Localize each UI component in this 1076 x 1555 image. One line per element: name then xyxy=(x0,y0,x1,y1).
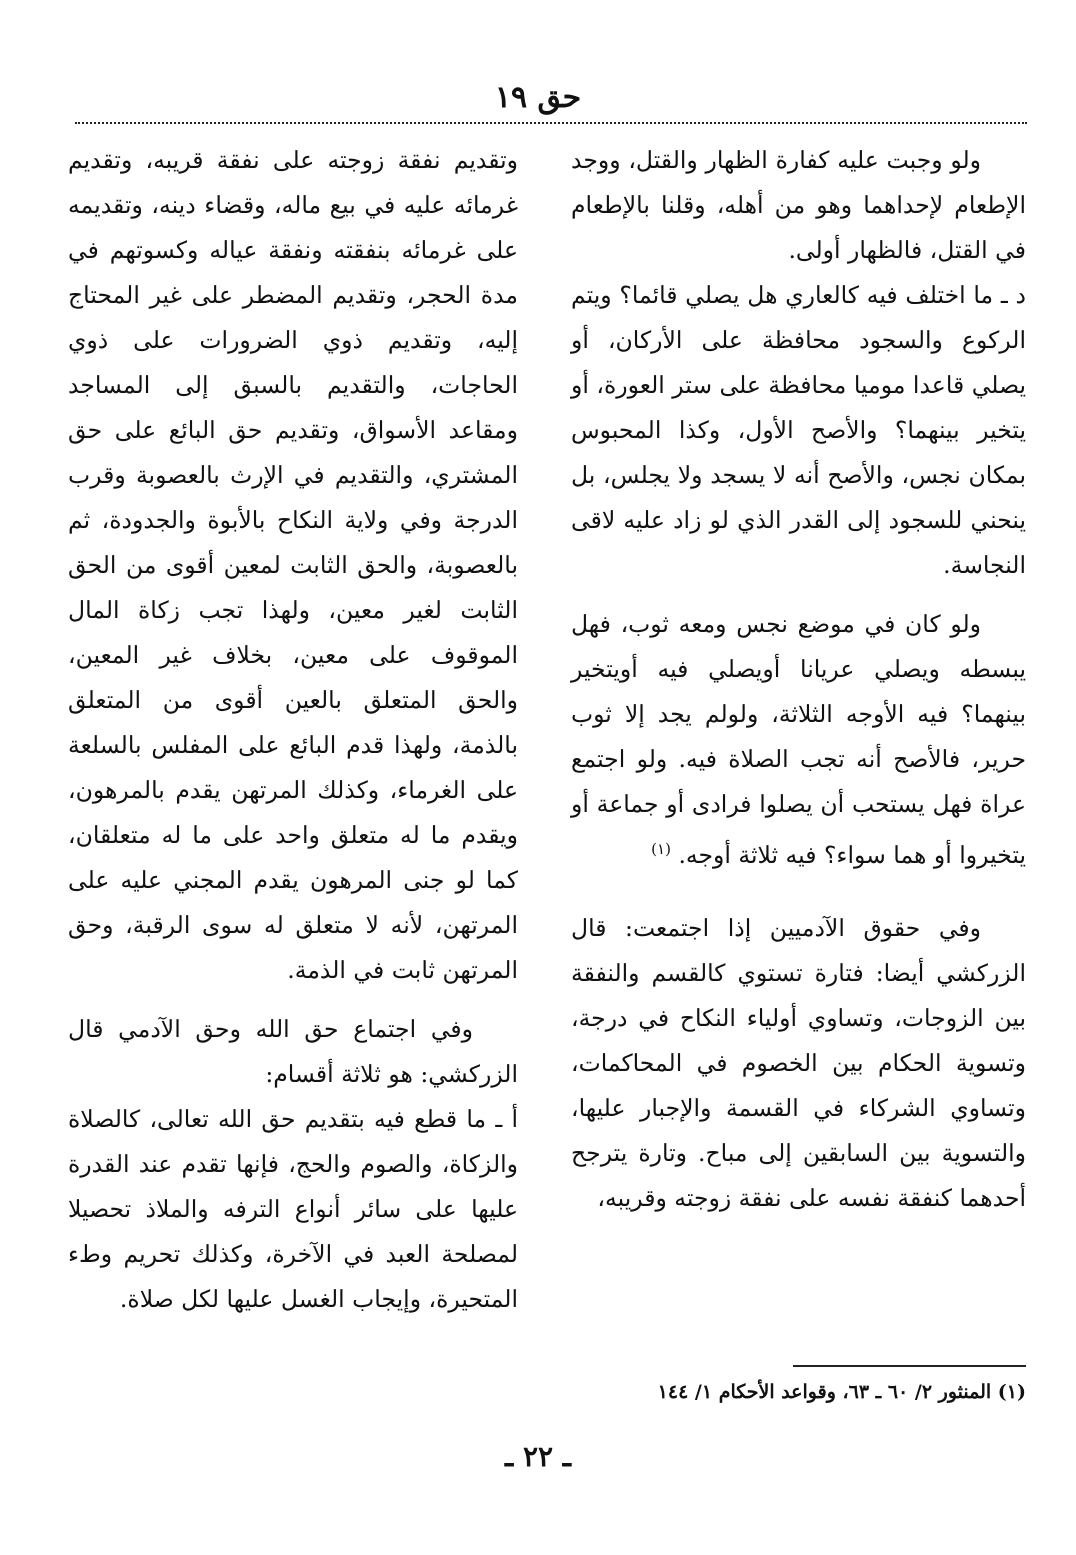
left-text-column xyxy=(68,138,518,1322)
footnote: (١) المنثور ٢/ ٦٠ ـ ٦٣، وقواعد الأحكام ١/ ١٤٤ xyxy=(657,1381,1026,1403)
header-dotted-divider xyxy=(75,122,1027,124)
right-text-column xyxy=(571,138,1026,1221)
page-number: ـ ٢٢ ـ xyxy=(505,1440,571,1473)
paragraph: وفي اجتماع حق الله وحق الآدمي قال الزركشي: هو ثلاثة أقسام: xyxy=(68,1015,518,1088)
paragraph: وفي حقوق الآدميين إذا اجتمعت: قال الزركشي أيضا: فتارة تستوي كالقسم والنفقة بين الزوجات، وتساوي أولياء النكاح في درجة، وتسوية الحكام بين الخصوم في المحاكمات، وتساوي الشركاء في القسمة والإجبار عليها، والتسوية بين السابقين إلى مباح. وتارة يترجح أحدهما كنفقة نفسه على نفقة زوجته وقريبه، xyxy=(571,913,1026,1212)
page-header-title: حق ١٩ xyxy=(494,80,582,115)
paragraph: وتقديم نفقة زوجته على نفقة قريبه، وتقديم غرمائه عليه في بيع ماله، وقضاء دينه، وتقديمه على غرمائه بنفقته ونفقة عياله وكسوتهم في مدة الحجر، وتقديم المضطر على غير المحتاج إليه، وتقديم ذوي الضرورات على ذوي الحاجات، والتقديم بالسبق إلى المساجد ومقاعد الأسواق، وتقديم حق البائع على حق المشتري، والتقديم في الإرث بالعصوبة وقرب الدرجة وفي ولاية النكاح بالأبوة والجدودة، ثم بالعصوبة، والحق الثابت لمعين أقوى من الحق الثابت لغير معين، ولهذا تجب زكاة المال الموقوف على معين، بخلاف غير المعين، والحق المتعلق بالعين أقوى من المتعلق بالذمة، ولهذا قدم البائع على المفلس بالسلعة على الغرماء، وكذلك المرتهن يقدم بالمرهون، ويقدم ما له متعلق واحد على ما له متعلقان، كما لو جنى المرهون يقدم المجني عليه على المرتهن، لأنه لا متعلق له سوى الرقبة، وحق المرتهن ثابت في الذمة. xyxy=(68,146,518,984)
paragraph-text: ولو كان في موضع نجس ومعه ثوب، فهل يبسطه ويصلي عريانا أويصلي فيه أويتخير بينهما؟ فيه الأوجه الثلاثة، ولولم يجد إلا ثوب حرير، فالأصح أنه تجب الصلاة فيه. ولو اجتمع عراة فهل يستحب أن يصلوا فرادى أو جماعة أو يتخيروا أو هما سواء؟ فيه ثلاثة أوجه. xyxy=(571,610,1026,869)
paragraph: أ ـ ما قطع فيه بتقديم حق الله تعالى، كالصلاة والزكاة، والصوم والحج، فإنها تقدم عند القدرة عليها على سائر أنواع الترفه والملاذ تحصيلا لمصلحة العبد في الآخرة، وكذلك تحريم وطء المتحيرة، وإيجاب الغسل عليها لكل صلاة. xyxy=(68,1105,518,1313)
paragraph: د ـ ما اختلف فيه كالعاري هل يصلي قائما؟ ويتم الركوع والسجود محافظة على الأركان، أو يصلي قاعدا موميا محافظة على ستر العورة، أو يتخير بينهما؟ والأصح الأول، وكذا المحبوس بمكان نجس، والأصح أنه لا يسجد ولا يجلس، بل ينحني للسجود إلى القدر الذي لو زاد عليه لاقى النجاسة. xyxy=(571,281,1026,579)
paragraph xyxy=(571,602,1026,878)
paragraph: ولو وجبت عليه كفارة الظهار والقتل، ووجد الإطعام لإحداهما وهو من أهله، وقلنا بالإطعام في القتل، فالظهار أولى. xyxy=(571,146,1026,264)
footnote-divider xyxy=(793,1365,1026,1367)
footnote-marker: (١) xyxy=(651,840,671,858)
